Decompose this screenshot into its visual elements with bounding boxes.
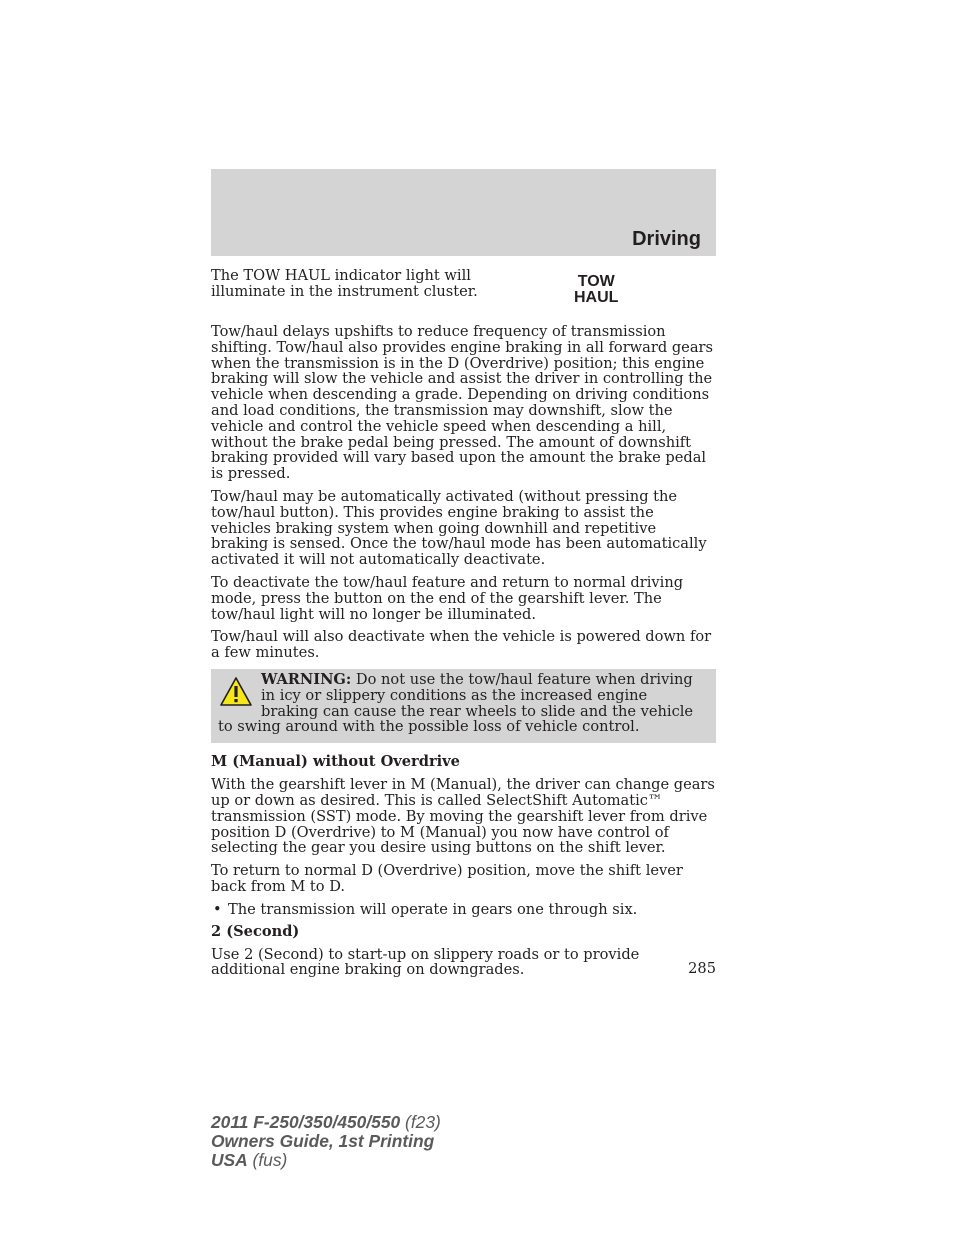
footer-line-market: USA (fus)	[211, 1150, 288, 1170]
intro-text: The TOW HAUL indicator light will illuminate in the instrument cluster.	[211, 267, 478, 300]
section-title: Driving	[632, 228, 701, 250]
warning-box	[211, 669, 716, 743]
footer-line-model: 2011 F-250/350/450/550 (f23)	[211, 1112, 441, 1132]
intro-block	[211, 268, 716, 320]
paragraph-power-down: Tow/haul will also deactivate when the vehicle is powered down for a few minutes.	[211, 628, 712, 662]
heading-second-gear: 2 (Second)	[211, 922, 300, 940]
paragraph-deactivate: To deactivate the tow/haul feature and return to normal driving mode, press the button on the end of the gearshift lever. The tow/haul light will no longer be illuminated.	[211, 573, 684, 623]
tow-haul-icon-line2: HAUL	[574, 289, 619, 306]
page-number: 285	[688, 960, 716, 977]
document-footer	[211, 1113, 441, 1170]
footer-line-guide: Owners Guide, 1st Printing	[211, 1131, 435, 1151]
warning-text	[218, 672, 709, 735]
paragraph-manual-mode: With the gearshift lever in M (Manual), the driver can change gears up or down as desired. This is called SelectShift Automatic™ transmission (SST) mode. By moving the gearshift lever from drive position D (Overdrive) to M (Manual) you now have control of selecting the gear you desire using buttons on the shift lever.	[211, 776, 715, 857]
tow-haul-indicator-icon	[574, 274, 618, 306]
list-item: • The transmission will operate in gears one through six.	[211, 902, 716, 918]
warning-label: WARNING:	[261, 670, 352, 688]
heading-manual-mode: M (Manual) without Overdrive	[211, 753, 460, 771]
paragraph-auto-activation: Tow/haul may be automatically activated (without pressing the tow/haul button). This provides engine braking to assist the vehicles braking system when going downhill and repetitive braking is sensed. Once the tow/haul mode has been automatically activated it will not automatically deactivate.	[211, 487, 707, 569]
paragraph-return-to-drive: To return to normal D (Overdrive) position, move the shift lever back from M to D.	[211, 862, 683, 895]
paragraph-second-gear: Use 2 (Second) to start-up on slippery roads or to provide additional engine braking on downgrades.	[211, 945, 640, 979]
section-header-band	[211, 169, 716, 256]
paragraph-tow-haul-delays: Tow/haul delays upshifts to reduce frequency of transmission shifting. Tow/haul also provides engine braking in all forward gears when the transmission is in the D (Overdrive) position; this engine braking will slow the vehicle and assist the driver in controlling the vehicle when descending a grade. Depending on driving conditions and load conditions, the transmission may downshift, slow the vehicle and control the vehicle speed when descending a hill, without the brake pedal being pressed. The amount of downshift braking provided will vary based upon the amount the brake pedal is pressed.	[211, 323, 713, 483]
manual-bullet-list	[211, 902, 716, 918]
tow-haul-icon-line1: TOW	[577, 273, 615, 290]
warning-body: Do not use the tow/haul feature when driving in icy or slippery conditions as the increased engine braking can cause the rear wheels to slide and the vehicle to swing around with the possible loss of vehicle control.	[218, 670, 694, 736]
page-content	[211, 268, 716, 985]
warning-triangle-icon	[219, 676, 253, 708]
